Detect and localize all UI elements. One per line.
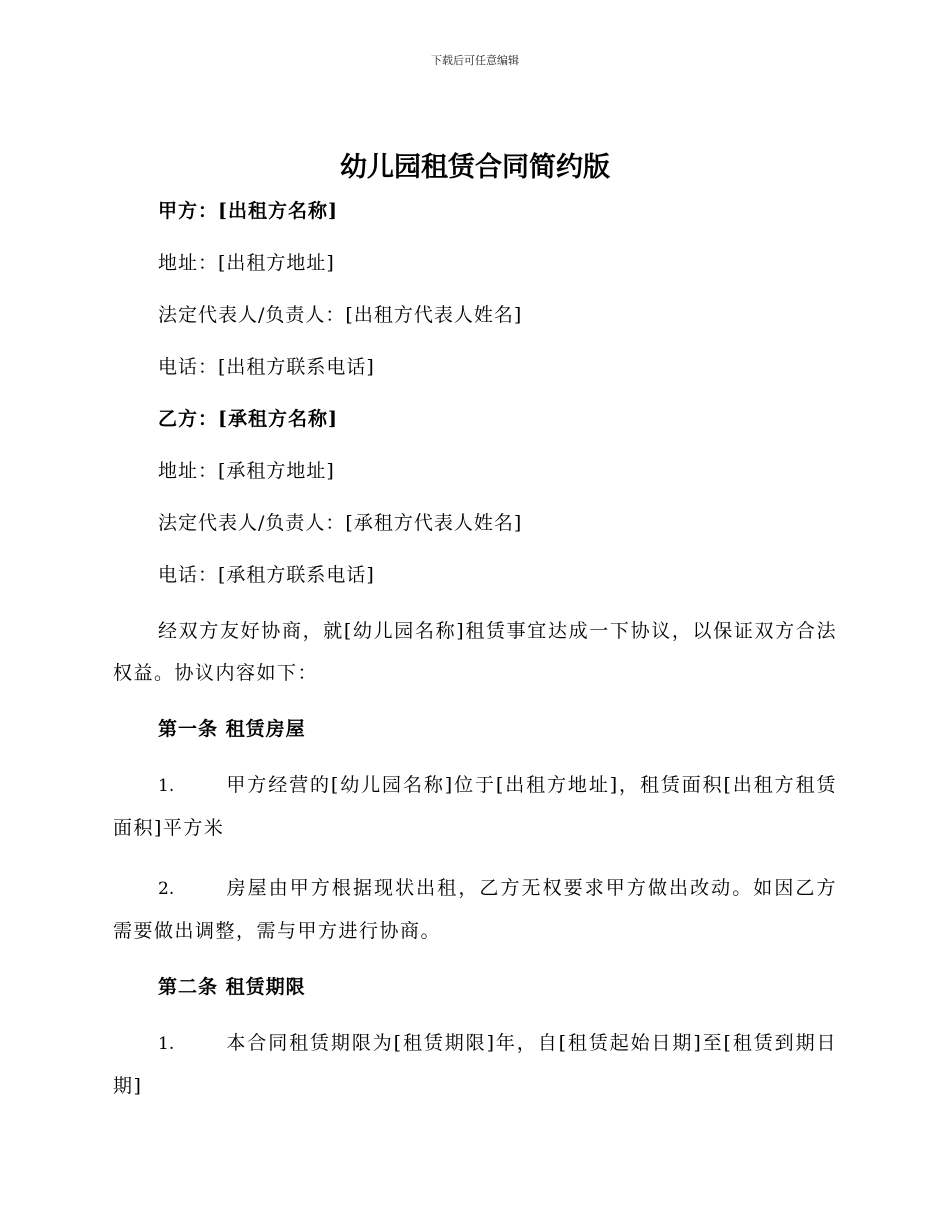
intro-paragraph: 经双方友好协商，就[幼儿园名称]租赁事宜达成一下协议，以保证双方合法权益。协议内容如下： <box>113 620 837 684</box>
item-number: 1. <box>158 776 175 796</box>
section-2-heading: 第二条 租赁期限 <box>158 976 306 998</box>
party-b-phone: 电话：[承租方联系电话] <box>158 564 375 586</box>
section-1-item-1 <box>113 764 837 849</box>
party-a-address: 地址：[出租方地址] <box>158 252 335 274</box>
party-a-representative: 法定代表人/负责人：[出租方代表人姓名] <box>158 304 523 326</box>
section-2-item-1 <box>113 1022 837 1107</box>
party-b-label: 乙方：[承租方名称] <box>158 408 338 430</box>
item-number: 1. <box>158 1034 175 1054</box>
party-b-representative: 法定代表人/负责人：[承租方代表人姓名] <box>158 512 523 534</box>
document-title: 幼儿园租赁合同简约版 <box>340 152 610 183</box>
party-a-label: 甲方：[出租方名称] <box>158 200 338 222</box>
party-b-address: 地址：[承租方地址] <box>158 460 335 482</box>
item-number: 2. <box>158 879 175 899</box>
item-text: 本合同租赁期限为[租赁期限]年，自[租赁起始日期]至[租赁到期日期] <box>113 1032 837 1097</box>
header-note: 下载后可任意编辑 <box>431 54 519 67</box>
section-1-item-2 <box>113 867 837 952</box>
item-text: 甲方经营的[幼儿园名称]位于[出租方地址]，租赁面积[出租方租赁面积]平方米 <box>113 774 837 839</box>
section-1-heading: 第一条 租赁房屋 <box>158 718 306 740</box>
item-text: 房屋由甲方根据现状出租，乙方无权要求甲方做出改动。如因乙方需要做出调整，需与甲方进行协商。 <box>113 877 837 942</box>
document-body <box>113 194 837 1125</box>
party-a-phone: 电话：[出租方联系电话] <box>158 356 375 378</box>
